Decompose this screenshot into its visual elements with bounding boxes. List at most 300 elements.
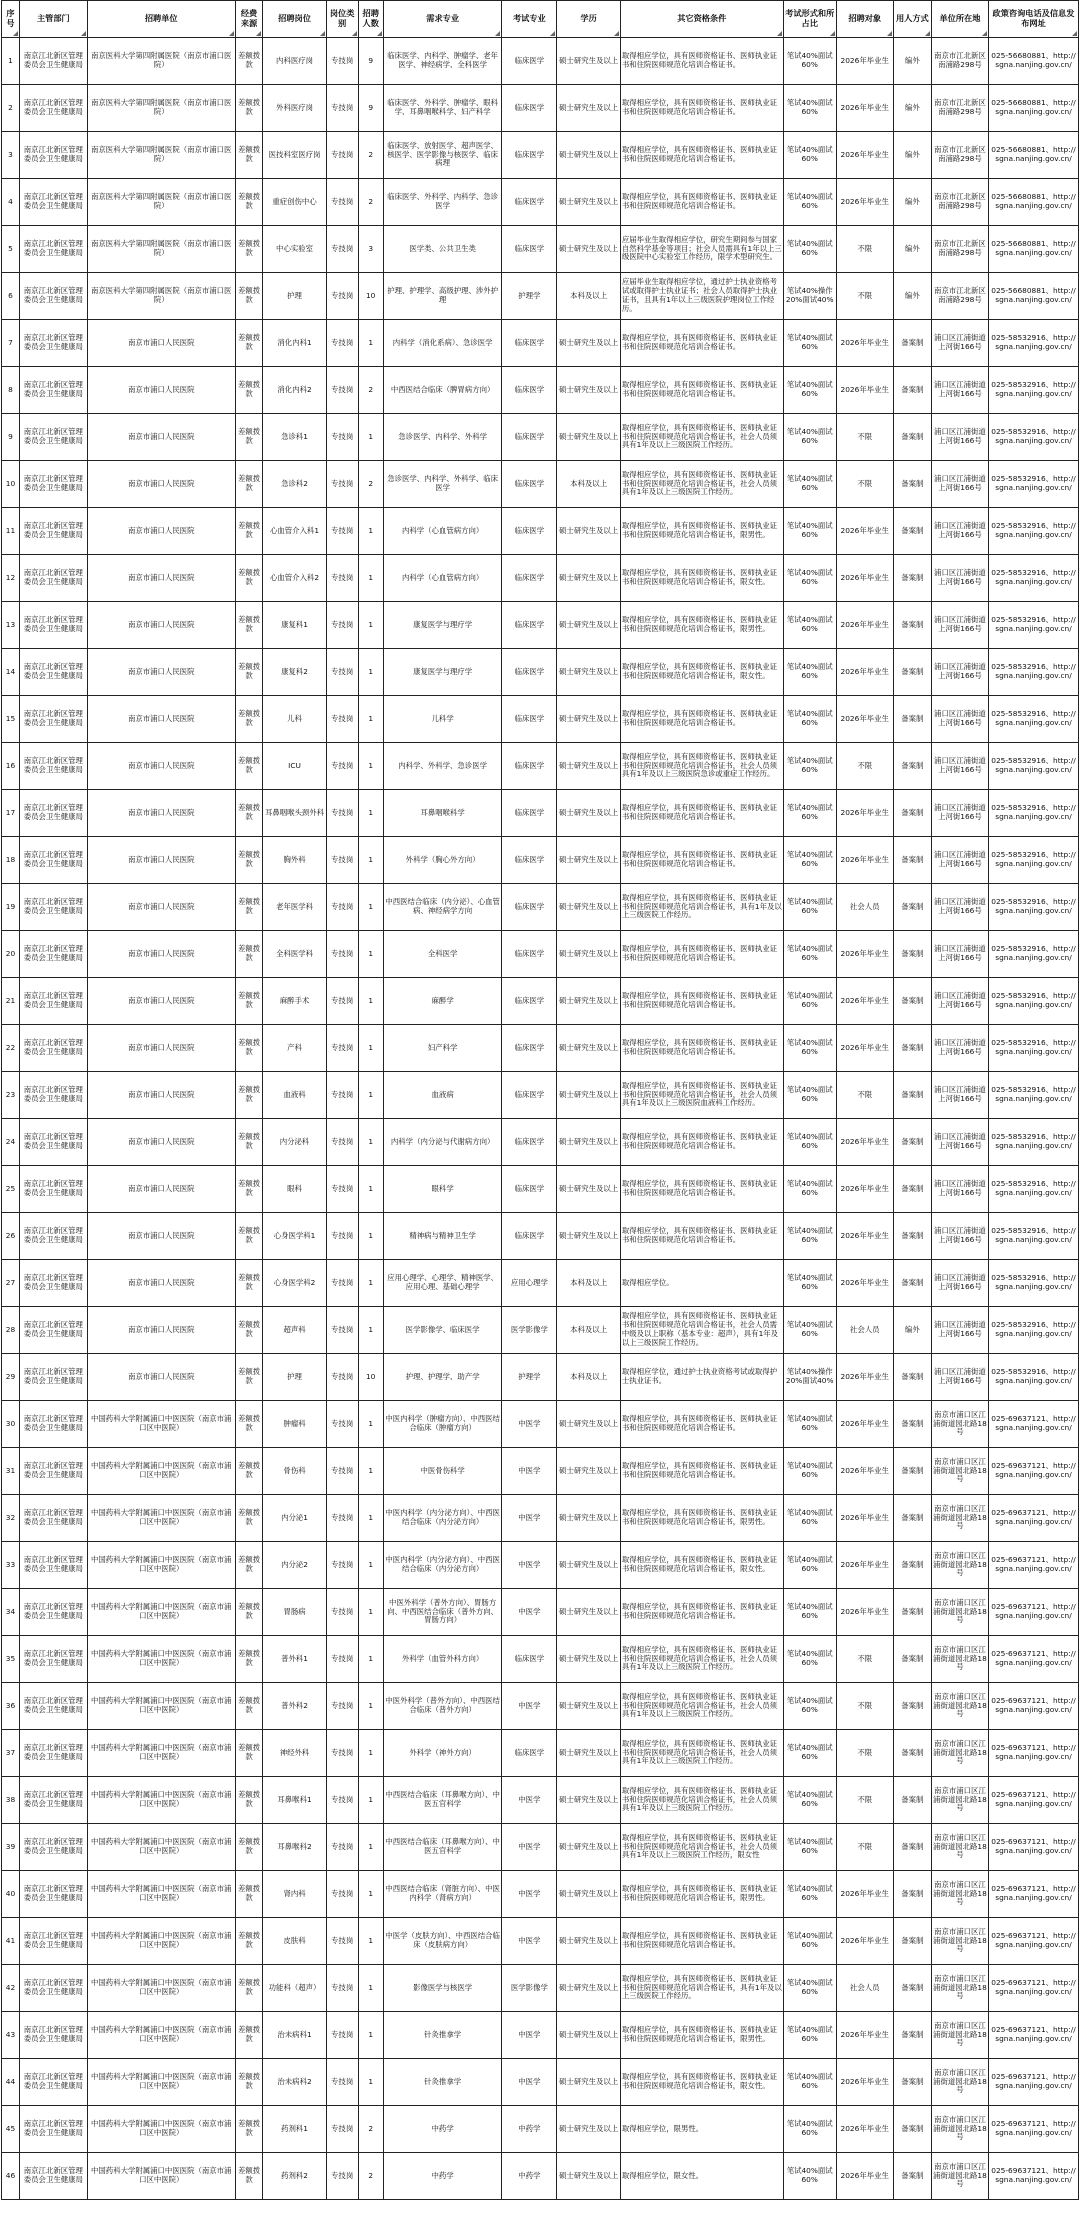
- col-count-cell: 1: [358, 931, 383, 978]
- col-position-type-cell: 专技岗: [326, 837, 358, 884]
- col-employment-cell: 编外: [893, 132, 931, 179]
- col-index-cell: 19: [2, 884, 20, 931]
- col-department-cell: 南京江北新区管理委员会卫生健康局: [19, 1824, 87, 1871]
- col-count-cell: 1: [358, 1777, 383, 1824]
- col-exam-form-cell: 笔试40%面试60%: [783, 226, 836, 273]
- col-index-cell: 20: [2, 931, 20, 978]
- col-department-cell: 南京江北新区管理委员会卫生健康局: [19, 1636, 87, 1683]
- table-row: [2, 743, 1079, 790]
- col-contact-cell: 025-58532916、http://sgna.nanjing.gov.cn/: [988, 931, 1078, 978]
- col-education-cell: 硕士研究生及以上: [557, 602, 620, 649]
- col-index-cell: 31: [2, 1448, 20, 1495]
- col-position-type-cell: 专技岗: [326, 978, 358, 1025]
- col-exam-major-cell: 临床医学: [502, 743, 557, 790]
- col-funding-cell: 差额拨款: [235, 132, 263, 179]
- col-count-cell: 2: [358, 2153, 383, 2200]
- col-contact-cell: 025-58532916、http://sgna.nanjing.gov.cn/: [988, 1307, 1078, 1354]
- col-department-cell: 南京江北新区管理委员会卫生健康局: [19, 790, 87, 837]
- col-education-cell: 硕士研究生及以上: [557, 1495, 620, 1542]
- col-contact-cell: 025-69637121、http://sgna.nanjing.gov.cn/: [988, 1918, 1078, 1965]
- col-exam-form-cell: 笔试40%面试60%: [783, 179, 836, 226]
- col-position-cell: 心身医学科1: [263, 1213, 326, 1260]
- col-employer-cell: 南京市浦口人民医院: [87, 1307, 235, 1354]
- col-contact-cell: 025-58532916、http://sgna.nanjing.gov.cn/: [988, 978, 1078, 1025]
- col-location-cell: 南京市江北新区南浦路298号: [931, 179, 988, 226]
- col-other-requirements-cell: 取得相应学位，具有医师资格证书、医师执业证书和住院医师规范化培训合格证书。: [620, 1448, 783, 1495]
- col-department-cell: 南京江北新区管理委员会卫生健康局: [19, 85, 87, 132]
- col-exam-major-cell: 临床医学: [502, 1730, 557, 1777]
- col-position-type-cell: 专技岗: [326, 1213, 358, 1260]
- col-position-cell: 药剂科1: [263, 2106, 326, 2153]
- col-exam-major-cell: 医学影像学: [502, 1965, 557, 2012]
- col-index-cell: 35: [2, 1636, 20, 1683]
- col-education-cell: 硕士研究生及以上: [557, 1730, 620, 1777]
- col-major-cell: 中西医结合临床（脾胃病方向）: [383, 367, 501, 414]
- col-position-type-cell: 专技岗: [326, 1589, 358, 1636]
- col-position-header: 招聘岗位: [263, 1, 326, 38]
- col-exam-form-cell: 笔试40%面试60%: [783, 2153, 836, 2200]
- col-employment-cell: 备案制: [893, 931, 931, 978]
- col-other-requirements-cell: 取得相应学位，具有医师资格证书、医师执业证书和住院医师规范化培训合格证书。: [620, 367, 783, 414]
- col-education-cell: 硕士研究生及以上: [557, 1166, 620, 1213]
- col-count-header: 招聘人数: [358, 1, 383, 38]
- table-row: [2, 85, 1079, 132]
- col-funding-cell: 差额拨款: [235, 649, 263, 696]
- col-target-cell: 2026年毕业生: [836, 2012, 893, 2059]
- col-position-type-cell: 专技岗: [326, 884, 358, 931]
- col-employment-cell: 备案制: [893, 1589, 931, 1636]
- table-row: [2, 2153, 1079, 2200]
- col-count-cell: 2: [358, 461, 383, 508]
- table-row: [2, 273, 1079, 320]
- col-exam-major-cell: 临床医学: [502, 602, 557, 649]
- col-education-cell: 硕士研究生及以上: [557, 1542, 620, 1589]
- filter-corner-icon: [256, 31, 261, 36]
- col-major-cell: 中药学: [383, 2153, 501, 2200]
- col-position-type-cell: 专技岗: [326, 414, 358, 461]
- col-employment-cell: 备案制: [893, 414, 931, 461]
- col-target-cell: 2026年毕业生: [836, 320, 893, 367]
- filter-corner-icon: [550, 31, 555, 36]
- col-position-cell: 消化内科2: [263, 367, 326, 414]
- col-department-cell: 南京江北新区管理委员会卫生健康局: [19, 931, 87, 978]
- col-position-cell: 胸外科: [263, 837, 326, 884]
- col-position-type-cell: 专技岗: [326, 649, 358, 696]
- col-employer-cell: 中国药科大学附属浦口中医医院（南京市浦口区中医院）: [87, 1589, 235, 1636]
- col-position-type-cell: 专技岗: [326, 132, 358, 179]
- col-count-cell: 1: [358, 1824, 383, 1871]
- col-location-cell: 浦口区江浦街道上河街166号: [931, 931, 988, 978]
- col-employment-cell: 备案制: [893, 837, 931, 884]
- col-education-cell: 硕士研究生及以上: [557, 38, 620, 85]
- col-funding-cell: 差额拨款: [235, 320, 263, 367]
- col-location-cell: 浦口区江浦街道上河街166号: [931, 602, 988, 649]
- col-employment-cell: 备案制: [893, 743, 931, 790]
- col-employer-cell: 南京市浦口人民医院: [87, 1260, 235, 1307]
- col-exam-major-cell: 临床医学: [502, 555, 557, 602]
- col-position-cell: 中心实验室: [263, 226, 326, 273]
- col-employment-cell: 备案制: [893, 1448, 931, 1495]
- col-employer-cell: 中国药科大学附属浦口中医医院（南京市浦口区中医院）: [87, 1871, 235, 1918]
- col-position-type-cell: 专技岗: [326, 1495, 358, 1542]
- col-contact-header: 政策咨询电话及信息发布网址: [988, 1, 1078, 38]
- col-position-cell: 产科: [263, 1025, 326, 1072]
- col-position-type-cell: 专技岗: [326, 367, 358, 414]
- col-employer-cell: 中国药科大学附属浦口中医医院（南京市浦口区中医院）: [87, 1542, 235, 1589]
- col-employer-cell: 南京市浦口人民医院: [87, 931, 235, 978]
- table-row: [2, 1260, 1079, 1307]
- col-location-cell: 浦口区江浦街道上河街166号: [931, 1119, 988, 1166]
- table-row: [2, 38, 1079, 85]
- col-department-cell: 南京江北新区管理委员会卫生健康局: [19, 602, 87, 649]
- col-count-cell: 2: [358, 2106, 383, 2153]
- col-exam-form-cell: 笔试40%面试60%: [783, 38, 836, 85]
- col-target-cell: 2026年毕业生: [836, 1871, 893, 1918]
- col-exam-form-cell: 笔试40%操作20%面试40%: [783, 1354, 836, 1401]
- col-exam-major-cell: 临床医学: [502, 132, 557, 179]
- col-employer-header: 招聘单位: [87, 1, 235, 38]
- col-funding-cell: 差额拨款: [235, 1354, 263, 1401]
- col-education-cell: 硕士研究生及以上: [557, 1072, 620, 1119]
- col-location-cell: 浦口区江浦街道上河街166号: [931, 1213, 988, 1260]
- table-row: [2, 2059, 1079, 2106]
- table-row: [2, 602, 1079, 649]
- table-row: [2, 461, 1079, 508]
- col-funding-cell: 差额拨款: [235, 1448, 263, 1495]
- col-employment-cell: 备案制: [893, 2059, 931, 2106]
- col-exam-form-cell: 笔试40%面试60%: [783, 2059, 836, 2106]
- col-department-cell: 南京江北新区管理委员会卫生健康局: [19, 1166, 87, 1213]
- col-exam-major-cell: 临床医学: [502, 931, 557, 978]
- col-index-cell: 22: [2, 1025, 20, 1072]
- col-target-cell: 2026年毕业生: [836, 1401, 893, 1448]
- col-location-cell: 浦口区江浦街道上河街166号: [931, 555, 988, 602]
- col-other-requirements-cell: 取得相应学位，具有医师资格证书、医师执业证书和住院医师规范化培训合格证书，限女性。: [620, 649, 783, 696]
- col-employer-cell: 南京市浦口人民医院: [87, 978, 235, 1025]
- col-contact-cell: 025-56680881、http://sgna.nanjing.gov.cn/: [988, 38, 1078, 85]
- col-funding-cell: 差额拨款: [235, 743, 263, 790]
- col-location-cell: 浦口区江浦街道上河街166号: [931, 1025, 988, 1072]
- col-exam-form-cell: 笔试40%面试60%: [783, 1495, 836, 1542]
- col-exam-major-cell: 临床医学: [502, 226, 557, 273]
- col-education-cell: 硕士研究生及以上: [557, 743, 620, 790]
- col-contact-cell: 025-58532916、http://sgna.nanjing.gov.cn/: [988, 508, 1078, 555]
- col-funding-cell: 差额拨款: [235, 414, 263, 461]
- col-major-cell: 中药学: [383, 2106, 501, 2153]
- col-index-cell: 10: [2, 461, 20, 508]
- filter-corner-icon: [925, 31, 930, 36]
- col-employer-cell: 中国药科大学附属浦口中医医院（南京市浦口区中医院）: [87, 1777, 235, 1824]
- col-funding-cell: 差额拨款: [235, 931, 263, 978]
- col-major-cell: 中医骨伤科学: [383, 1448, 501, 1495]
- col-education-cell: 硕士研究生及以上: [557, 1589, 620, 1636]
- col-index-cell: 5: [2, 226, 20, 273]
- col-index-cell: 37: [2, 1730, 20, 1777]
- col-exam-major-cell: 临床医学: [502, 1072, 557, 1119]
- col-position-cell: 外科医疗岗: [263, 85, 326, 132]
- col-contact-cell: 025-56680881、http://sgna.nanjing.gov.cn/: [988, 226, 1078, 273]
- col-index-cell: 30: [2, 1401, 20, 1448]
- col-index-cell: 7: [2, 320, 20, 367]
- col-exam-form-cell: 笔试40%面试60%: [783, 508, 836, 555]
- col-target-cell: 2026年毕业生: [836, 132, 893, 179]
- table-row: [2, 837, 1079, 884]
- col-exam-major-cell: 临床医学: [502, 1166, 557, 1213]
- col-position-type-cell: 专技岗: [326, 1730, 358, 1777]
- col-exam-major-cell: 临床医学: [502, 790, 557, 837]
- col-funding-cell: 差额拨款: [235, 508, 263, 555]
- col-education-cell: 硕士研究生及以上: [557, 179, 620, 226]
- col-funding-cell: 差额拨款: [235, 273, 263, 320]
- col-department-cell: 南京江北新区管理委员会卫生健康局: [19, 1401, 87, 1448]
- col-contact-cell: 025-58532916、http://sgna.nanjing.gov.cn/: [988, 837, 1078, 884]
- col-index-cell: 46: [2, 2153, 20, 2200]
- col-department-cell: 南京江北新区管理委员会卫生健康局: [19, 978, 87, 1025]
- col-major-cell: 儿科学: [383, 696, 501, 743]
- col-exam-major-header: 考试专业: [502, 1, 557, 38]
- col-exam-form-cell: 笔试40%面试60%: [783, 461, 836, 508]
- col-education-cell: 硕士研究生及以上: [557, 132, 620, 179]
- col-position-type-cell: 专技岗: [326, 320, 358, 367]
- col-position-cell: 内分泌2: [263, 1542, 326, 1589]
- col-count-cell: 9: [358, 38, 383, 85]
- col-exam-major-cell: 中医学: [502, 1542, 557, 1589]
- col-target-header: 招聘对象: [836, 1, 893, 38]
- col-position-cell: 超声科: [263, 1307, 326, 1354]
- col-count-cell: 1: [358, 790, 383, 837]
- col-employer-cell: 中国药科大学附属浦口中医医院（南京市浦口区中医院）: [87, 1448, 235, 1495]
- col-index-cell: 13: [2, 602, 20, 649]
- col-department-cell: 南京江北新区管理委员会卫生健康局: [19, 1495, 87, 1542]
- col-major-cell: 临床医学、外科学、内科学、急诊医学: [383, 179, 501, 226]
- col-major-cell: 中西医结合临床（耳鼻喉方向）、中医五官科学: [383, 1824, 501, 1871]
- col-exam-major-cell: 中医学: [502, 2012, 557, 2059]
- col-target-cell: 不限: [836, 1777, 893, 1824]
- col-contact-cell: 025-58532916、http://sgna.nanjing.gov.cn/: [988, 367, 1078, 414]
- col-major-cell: 影像医学与核医学: [383, 1965, 501, 2012]
- col-employment-cell: 备案制: [893, 461, 931, 508]
- col-major-cell: 内科学、外科学、急诊医学: [383, 743, 501, 790]
- col-department-cell: 南京江北新区管理委员会卫生健康局: [19, 1260, 87, 1307]
- col-department-cell: 南京江北新区管理委员会卫生健康局: [19, 1448, 87, 1495]
- col-department-cell: 南京江北新区管理委员会卫生健康局: [19, 508, 87, 555]
- col-other-requirements-cell: 取得相应学位，具有医师资格证书、医师执业证书和住院医师规范化培训合格证书。: [620, 931, 783, 978]
- col-employment-cell: 编外: [893, 179, 931, 226]
- col-other-requirements-cell: 取得相应学位，具有医师资格证书、医师执业证书和住院医师规范化培训合格证书。: [620, 790, 783, 837]
- col-other-requirements-cell: 取得相应学位，具有医师资格证书、医师执业证书和住院医师规范化培训合格证书，限男性。: [620, 508, 783, 555]
- col-employment-cell: 备案制: [893, 555, 931, 602]
- col-exam-form-cell: 笔试40%面试60%: [783, 1213, 836, 1260]
- col-funding-cell: 差额拨款: [235, 1542, 263, 1589]
- col-education-header: 学历: [557, 1, 620, 38]
- col-major-cell: 护理、护理学、高级护理、涉外护理: [383, 273, 501, 320]
- col-education-cell: 硕士研究生及以上: [557, 1448, 620, 1495]
- col-contact-cell: 025-58532916、http://sgna.nanjing.gov.cn/: [988, 649, 1078, 696]
- col-funding-cell: 差额拨款: [235, 2012, 263, 2059]
- col-exam-form-cell: 笔试40%面试60%: [783, 1401, 836, 1448]
- col-employment-cell: 编外: [893, 38, 931, 85]
- col-funding-cell: 差额拨款: [235, 1072, 263, 1119]
- col-funding-cell: 差额拨款: [235, 1119, 263, 1166]
- col-contact-cell: 025-58532916、http://sgna.nanjing.gov.cn/: [988, 1166, 1078, 1213]
- col-position-cell: 急诊科2: [263, 461, 326, 508]
- col-other-requirements-cell: 取得相应学位，具有医师资格证书、医师执业证书和住院医师规范化培训合格证书。: [620, 85, 783, 132]
- col-funding-cell: 差额拨款: [235, 1213, 263, 1260]
- col-position-type-cell: 专技岗: [326, 1636, 358, 1683]
- col-exam-form-cell: 笔试40%面试60%: [783, 931, 836, 978]
- col-other-requirements-cell: 取得相应学位，限女性。: [620, 2153, 783, 2200]
- col-employment-cell: 备案制: [893, 1025, 931, 1072]
- col-contact-cell: 025-69637121、http://sgna.nanjing.gov.cn/: [988, 2059, 1078, 2106]
- col-department-cell: 南京江北新区管理委员会卫生健康局: [19, 1307, 87, 1354]
- col-position-cell: 普外科1: [263, 1636, 326, 1683]
- col-funding-cell: 差额拨款: [235, 1871, 263, 1918]
- col-count-cell: 3: [358, 226, 383, 273]
- col-exam-form-cell: 笔试40%面试60%: [783, 1636, 836, 1683]
- table-row: [2, 1072, 1079, 1119]
- col-employer-cell: 中国药科大学附属浦口中医医院（南京市浦口区中医院）: [87, 1965, 235, 2012]
- col-position-type-cell: 专技岗: [326, 2106, 358, 2153]
- col-exam-major-cell: 中医学: [502, 1824, 557, 1871]
- col-funding-header: 经费来源: [235, 1, 263, 38]
- col-education-cell: 硕士研究生及以上: [557, 696, 620, 743]
- col-other-requirements-cell: 取得相应学位，具有医师资格证书、医师执业证书和住院医师规范化培训合格证书。: [620, 837, 783, 884]
- col-count-cell: 1: [358, 1965, 383, 2012]
- col-major-cell: 中西医结合临床（内分泌）、心血管病、神经病学方向: [383, 884, 501, 931]
- col-employer-cell: 南京市浦口人民医院: [87, 1166, 235, 1213]
- col-exam-major-cell: 临床医学: [502, 1213, 557, 1260]
- col-target-cell: 2026年毕业生: [836, 1448, 893, 1495]
- col-major-cell: 临床医学、外科学、肿瘤学、眼科学、耳鼻咽喉科学、妇产科学: [383, 85, 501, 132]
- col-index-cell: 28: [2, 1307, 20, 1354]
- table-row: [2, 1589, 1079, 1636]
- col-other-requirements-cell: 取得相应学位，具有医师资格证书、医师执业证书和住院医师规范化培训合格证书，具有1年及以上三级医院工作经历。: [620, 1965, 783, 2012]
- col-position-cell: 眼科: [263, 1166, 326, 1213]
- col-department-cell: 南京江北新区管理委员会卫生健康局: [19, 1730, 87, 1777]
- col-employment-cell: 备案制: [893, 367, 931, 414]
- col-count-cell: 1: [358, 602, 383, 649]
- col-position-cell: 护理: [263, 1354, 326, 1401]
- col-contact-cell: 025-69637121、http://sgna.nanjing.gov.cn/: [988, 1824, 1078, 1871]
- table-row: [2, 414, 1079, 461]
- col-index-cell: 44: [2, 2059, 20, 2106]
- col-other-requirements-cell: 取得相应学位，具有医师资格证书、医师执业证书和住院医师规范化培训合格证书，社会人员需中级及以上职称（基本专业：超声），具有1年及以上三级医院工作经历。: [620, 1307, 783, 1354]
- col-position-cell: 内分泌科: [263, 1119, 326, 1166]
- col-position-type-cell: 专技岗: [326, 1354, 358, 1401]
- col-target-cell: 社会人员: [836, 1307, 893, 1354]
- col-location-cell: 浦口区江浦街道上河街166号: [931, 1354, 988, 1401]
- col-employer-cell: 南京市浦口人民医院: [87, 1072, 235, 1119]
- col-employer-cell: 南京市浦口人民医院: [87, 320, 235, 367]
- col-target-cell: 2026年毕业生: [836, 931, 893, 978]
- col-major-cell: 眼科学: [383, 1166, 501, 1213]
- col-major-cell: 中西医结合临床（肾脏方向）、中医内科学（肾病方向）: [383, 1871, 501, 1918]
- col-position-cell: 治未病科2: [263, 2059, 326, 2106]
- col-other-requirements-cell: 取得相应学位，具有医师资格证书、医师执业证书和住院医师规范化培训合格证书，限男性。: [620, 1871, 783, 1918]
- col-location-cell: 浦口区江浦街道上河街166号: [931, 743, 988, 790]
- table-row: [2, 2012, 1079, 2059]
- col-employment-cell: 备案制: [893, 1542, 931, 1589]
- col-index-cell: 33: [2, 1542, 20, 1589]
- col-position-type-header: 岗位类别: [326, 1, 358, 38]
- col-other-requirements-cell: 取得相应学位，具有医师资格证书、医师执业证书和住院医师规范化培训合格证书。: [620, 1119, 783, 1166]
- col-major-cell: 妇产科学: [383, 1025, 501, 1072]
- col-exam-form-cell: 笔试40%面试60%: [783, 884, 836, 931]
- col-employment-cell: 备案制: [893, 1965, 931, 2012]
- col-department-cell: 南京江北新区管理委员会卫生健康局: [19, 273, 87, 320]
- col-target-cell: 2026年毕业生: [836, 179, 893, 226]
- col-target-cell: 2026年毕业生: [836, 1542, 893, 1589]
- col-contact-cell: 025-58532916、http://sgna.nanjing.gov.cn/: [988, 414, 1078, 461]
- col-contact-cell: 025-69637121、http://sgna.nanjing.gov.cn/: [988, 1965, 1078, 2012]
- col-position-type-cell: 专技岗: [326, 1025, 358, 1072]
- col-location-cell: 南京市浦口区江浦街道园北路18号: [931, 1683, 988, 1730]
- col-index-cell: 15: [2, 696, 20, 743]
- col-count-cell: 2: [358, 132, 383, 179]
- col-count-cell: 1: [358, 743, 383, 790]
- col-employment-cell: 编外: [893, 1307, 931, 1354]
- col-count-cell: 1: [358, 555, 383, 602]
- col-count-cell: 1: [358, 1119, 383, 1166]
- col-funding-cell: 差额拨款: [235, 837, 263, 884]
- col-position-type-cell: 专技岗: [326, 743, 358, 790]
- col-target-cell: 2026年毕业生: [836, 367, 893, 414]
- col-position-type-cell: 专技岗: [326, 1871, 358, 1918]
- col-index-cell: 17: [2, 790, 20, 837]
- col-location-cell: 南京市江北新区南浦路298号: [931, 132, 988, 179]
- col-location-cell: 浦口区江浦街道上河街166号: [931, 884, 988, 931]
- col-position-cell: 老年医学科: [263, 884, 326, 931]
- col-major-cell: 临床医学、内科学、肿瘤学、老年医学、神经病学、全科医学: [383, 38, 501, 85]
- col-count-cell: 1: [358, 837, 383, 884]
- col-education-cell: 硕士研究生及以上: [557, 1636, 620, 1683]
- col-target-cell: 2026年毕业生: [836, 1589, 893, 1636]
- col-department-cell: 南京江北新区管理委员会卫生健康局: [19, 461, 87, 508]
- table-row: [2, 884, 1079, 931]
- col-exam-form-header: 考试形式和所占比: [783, 1, 836, 38]
- col-count-cell: 1: [358, 1213, 383, 1260]
- col-target-cell: 2026年毕业生: [836, 696, 893, 743]
- col-other-requirements-cell: 取得相应学位，具有医师资格证书、医师执业证书和住院医师规范化培训合格证书，社会人员须具有1年及以上三级医院工作经历，限女性: [620, 1824, 783, 1871]
- col-location-cell: 南京市浦口区江浦街道园北路18号: [931, 1965, 988, 2012]
- col-position-type-cell: 专技岗: [326, 555, 358, 602]
- col-target-cell: 不限: [836, 1683, 893, 1730]
- col-education-cell: 硕士研究生及以上: [557, 2059, 620, 2106]
- col-funding-cell: 差额拨款: [235, 1683, 263, 1730]
- col-location-cell: 浦口区江浦街道上河街166号: [931, 367, 988, 414]
- col-index-cell: 14: [2, 649, 20, 696]
- col-index-cell: 24: [2, 1119, 20, 1166]
- col-education-cell: 硕士研究生及以上: [557, 1119, 620, 1166]
- col-location-cell: 南京市江北新区南浦路298号: [931, 38, 988, 85]
- col-department-cell: 南京江北新区管理委员会卫生健康局: [19, 1542, 87, 1589]
- col-target-cell: 不限: [836, 743, 893, 790]
- col-contact-cell: 025-58532916、http://sgna.nanjing.gov.cn/: [988, 1260, 1078, 1307]
- col-department-cell: 南京江北新区管理委员会卫生健康局: [19, 38, 87, 85]
- col-location-cell: 浦口区江浦街道上河街166号: [931, 320, 988, 367]
- col-location-cell: 南京市浦口区江浦街道园北路18号: [931, 1777, 988, 1824]
- col-other-requirements-cell: 取得相应学位，限男性。: [620, 2106, 783, 2153]
- col-contact-cell: 025-58532916、http://sgna.nanjing.gov.cn/: [988, 1025, 1078, 1072]
- col-exam-major-cell: 中医学: [502, 1918, 557, 1965]
- col-other-requirements-cell: 取得相应学位，具有医师资格证书、医师执业证书和住院医师规范化培训合格证书。: [620, 38, 783, 85]
- col-major-cell: 血液病: [383, 1072, 501, 1119]
- col-employment-cell: 编外: [893, 273, 931, 320]
- col-department-cell: 南京江北新区管理委员会卫生健康局: [19, 1025, 87, 1072]
- col-exam-major-cell: 中医学: [502, 1777, 557, 1824]
- table-row: [2, 2106, 1079, 2153]
- col-education-cell: 硕士研究生及以上: [557, 2106, 620, 2153]
